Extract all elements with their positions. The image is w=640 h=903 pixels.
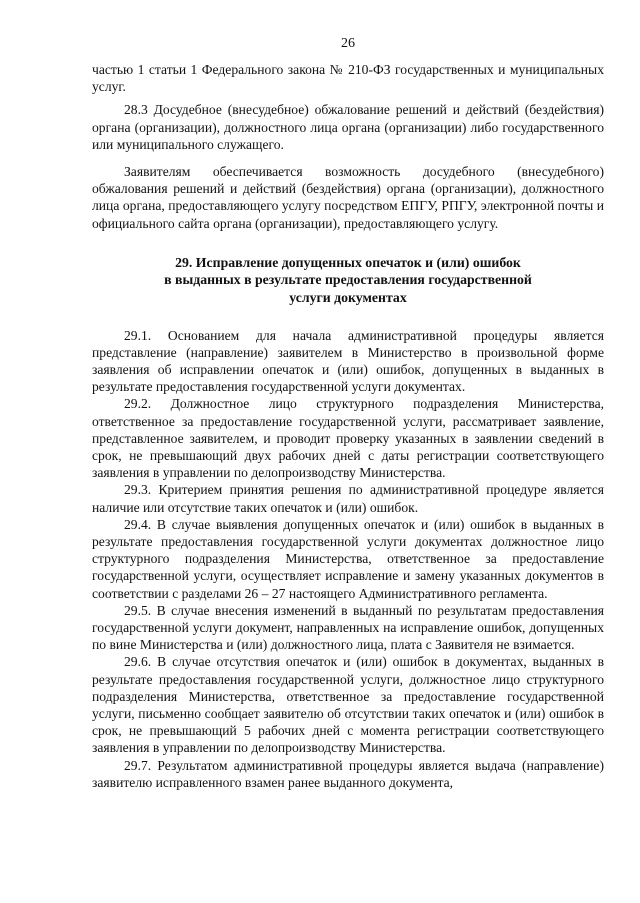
page-number: 26 — [341, 36, 355, 51]
intro-paragraph-28-3: 28.3 Досудебное (внесудебное) обжалование решений и действий (бездействия) органа (организации), должностного лица органа (организации) либо государственного или муниципального служащего. — [92, 102, 604, 152]
document-page — [92, 36, 604, 791]
section-heading-line-3: услуги документах — [289, 290, 407, 306]
paragraph-29-7: 29.7. Результатом административной процедуры является выдача (направление) заявителю исправленного взамен ранее выданного документа, — [92, 757, 604, 790]
paragraph-29-5: 29.5. В случае внесения изменений в выданный по результатам предоставления государственной услуги документ, направленных на исправление ошибок, допущенных по вине Министерства и (или) должностного лица, плата с Заявителя не взимается. — [92, 602, 604, 653]
section-heading-line-2: в выданных в результате предоставления государственной — [164, 272, 532, 288]
section-heading-line-1: 29. Исправление допущенных опечаток и (или) ошибок — [175, 254, 521, 270]
paragraph-29-6: 29.6. В случае отсутствия опечаток и (или) ошибок в документах, выданных в результате предоставления государственной услуги, должностное лицо структурного подразделения Министерства, ответственное за предоставление государственной услуги, письменно сообщает заявителю об отсутствии таких опечаток и (или) ошибок в срок, не превышающий 5 рабочих дней с момента регистрации соответствующего заявления в управлении по делопроизводству Министерства. — [92, 654, 604, 756]
intro-paragraph-continuation: частью 1 статьи 1 Федерального закона № 210-ФЗ государственных и муниципальных услуг. — [92, 62, 604, 95]
paragraph-29-1: 29.1. Основанием для начала административной процедуры является представление (направление) заявителем в Министерство в произвольной форме заявления об исправлении опечаток и (или) ошибок, допущенных в выданных в результате предоставления государственной услуги документах. — [92, 327, 604, 395]
paragraph-29-2: 29.2. Должностное лицо структурного подразделения Министерства, ответственное за предоставление государственной услуги, рассматривает заявление, представленное заявителем, и проводит проверку указанных в заявлении сведений в срок, не превышающий двух рабочих дней с даты регистрации соответствующего заявления в управлении по делопроизводству Министерства. — [92, 396, 604, 481]
paragraph-29-4: 29.4. В случае выявления допущенных опечаток и (или) ошибок в выданных в результате предоставления государственной услуги документах должностное лицо структурного подразделения Министерства, ответственное за предоставление государственной услуги, осуществляет исправление и замену указанных документов в соответствии с разделами 26 – 27 настоящего Административного регламента. — [92, 516, 604, 601]
intro-paragraph-applicants: Заявителям обеспечивается возможность досудебного (внесудебного) обжалования решений и действий (бездействия) органа (организации), должностного лица органа, предоставляющего услугу посредством ЕПГУ, РПГУ, электронной почты и официального сайта органа (организации), предоставляющего услугу. — [92, 164, 604, 231]
paragraph-29-3: 29.3. Критерием принятия решения по административной процедуре является наличие или отсутствие таких опечаток и (или) ошибок. — [92, 482, 604, 515]
section-heading — [92, 254, 604, 307]
